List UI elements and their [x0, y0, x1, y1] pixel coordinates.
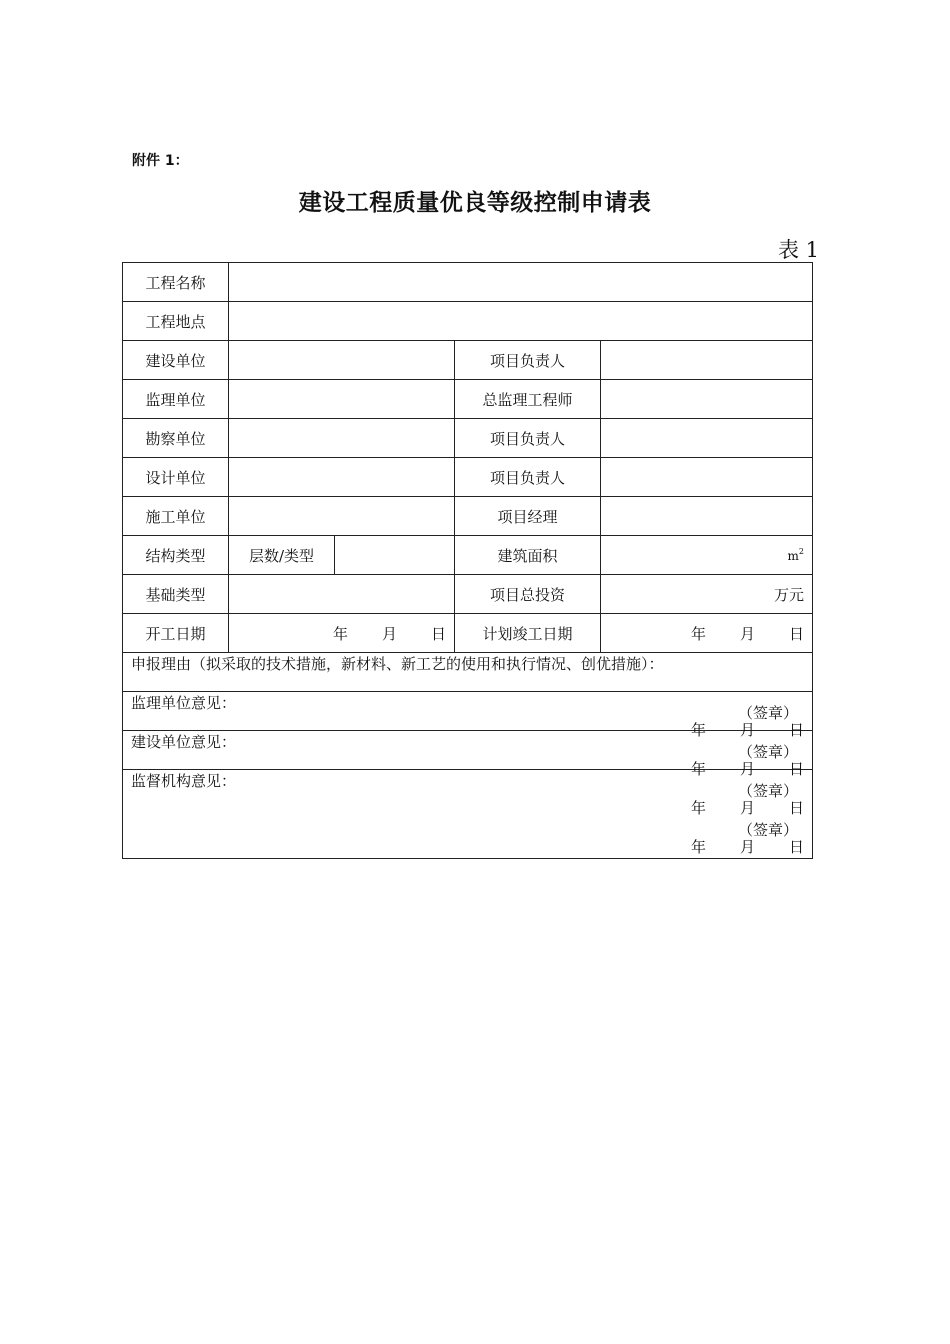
application-form-table: [122, 262, 813, 859]
sign-label: （签章）: [737, 743, 798, 761]
day-label: 日: [788, 721, 804, 739]
label-project-manager: 项目经理: [455, 497, 601, 536]
label-foundation-type: 基础类型: [123, 575, 229, 614]
label-survey-unit-person: 项目负责人: [455, 419, 601, 458]
year-label: 年: [690, 721, 706, 739]
label-authority-opinion: 监督机构意见：: [131, 772, 237, 790]
label-design-unit: 设计单位: [123, 458, 229, 497]
label-project-name: 工程名称: [123, 263, 229, 302]
field-start-date[interactable]: [229, 614, 455, 653]
form-title: 建设工程质量优良等级控制申请表: [298, 189, 652, 216]
label-structure-type: 结构类型: [123, 536, 229, 575]
investment-unit: 万元: [773, 585, 804, 604]
field-total-investment[interactable]: [601, 575, 813, 614]
field-survey-unit-person[interactable]: [601, 419, 813, 458]
start-month-label: 月: [381, 624, 397, 643]
row-survey-unit: [123, 419, 813, 458]
sign-label: （签章）: [737, 821, 798, 839]
day-label: 日: [788, 799, 804, 817]
field-design-unit-person[interactable]: [601, 458, 813, 497]
year-label: 年: [690, 760, 706, 778]
field-planned-completion[interactable]: [601, 614, 813, 653]
row-supervision-opinion: [123, 692, 813, 731]
completion-year-label: 年: [690, 624, 706, 643]
label-construction-opinion: 建设单位意见：: [131, 733, 237, 751]
year-label: 年: [690, 838, 706, 856]
label-building-area: 建筑面积: [455, 536, 601, 575]
row-structure-type: [123, 536, 813, 575]
sign-label: （签章）: [737, 782, 798, 800]
day-label: 日: [788, 838, 804, 856]
block-date: [691, 836, 804, 857]
row-construction-unit: [123, 341, 813, 380]
label-floors-type: 层数/类型: [229, 536, 335, 575]
label-construction-unit-person: 项目负责人: [455, 341, 601, 380]
month-label: 月: [739, 799, 755, 817]
row-project-name: [123, 263, 813, 302]
row-application-reason: [123, 653, 813, 692]
label-total-investment: 项目总投资: [455, 575, 601, 614]
field-design-unit[interactable]: [229, 458, 455, 497]
label-chief-supervisor: 总监理工程师: [455, 380, 601, 419]
completion-month-label: 月: [739, 624, 755, 643]
field-construction-unit-person[interactable]: [601, 341, 813, 380]
area-unit-superscript: 2: [798, 547, 804, 556]
label-project-location: 工程地点: [123, 302, 229, 341]
field-foundation-type[interactable]: [229, 575, 455, 614]
field-project-manager[interactable]: [601, 497, 813, 536]
row-construction-opinion: [123, 731, 813, 770]
completion-day-label: 日: [788, 624, 804, 643]
label-start-date: 开工日期: [123, 614, 229, 653]
month-label: 月: [739, 721, 755, 739]
field-chief-supervisor[interactable]: [601, 380, 813, 419]
label-design-unit-person: 项目负责人: [455, 458, 601, 497]
month-label: 月: [739, 760, 755, 778]
field-construction-unit[interactable]: [229, 341, 455, 380]
field-project-name[interactable]: [229, 263, 813, 302]
field-authority-opinion[interactable]: [123, 770, 813, 859]
start-year-label: 年: [332, 624, 348, 643]
label-application-reason: 申报理由（拟采取的技术措施，新材料、新工艺的使用和执行情况、创优措施）：: [131, 655, 664, 673]
year-label: 年: [690, 799, 706, 817]
field-supervision-unit[interactable]: [229, 380, 455, 419]
table-number: 表 1: [778, 238, 820, 262]
day-label: 日: [788, 760, 804, 778]
label-supervision-unit: 监理单位: [123, 380, 229, 419]
label-construction-unit: 建设单位: [123, 341, 229, 380]
row-supervision-unit: [123, 380, 813, 419]
row-builder-unit: [123, 497, 813, 536]
field-builder-unit[interactable]: [229, 497, 455, 536]
label-supervision-opinion: 监理单位意见：: [131, 694, 237, 712]
row-foundation-type: [123, 575, 813, 614]
label-survey-unit: 勘察单位: [123, 419, 229, 458]
area-unit: m: [787, 549, 799, 563]
field-building-area[interactable]: [601, 536, 813, 575]
field-floors-type[interactable]: [335, 536, 455, 575]
row-authority-opinion: [123, 770, 813, 859]
sign-label: （签章）: [737, 704, 798, 722]
attachment-label: 附件 1：: [132, 153, 189, 169]
label-builder-unit: 施工单位: [123, 497, 229, 536]
label-planned-completion: 计划竣工日期: [455, 614, 601, 653]
field-survey-unit[interactable]: [229, 419, 455, 458]
row-design-unit: [123, 458, 813, 497]
row-project-location: [123, 302, 813, 341]
field-project-location[interactable]: [229, 302, 813, 341]
row-dates: [123, 614, 813, 653]
month-label: 月: [739, 838, 755, 856]
start-day-label: 日: [430, 624, 446, 643]
